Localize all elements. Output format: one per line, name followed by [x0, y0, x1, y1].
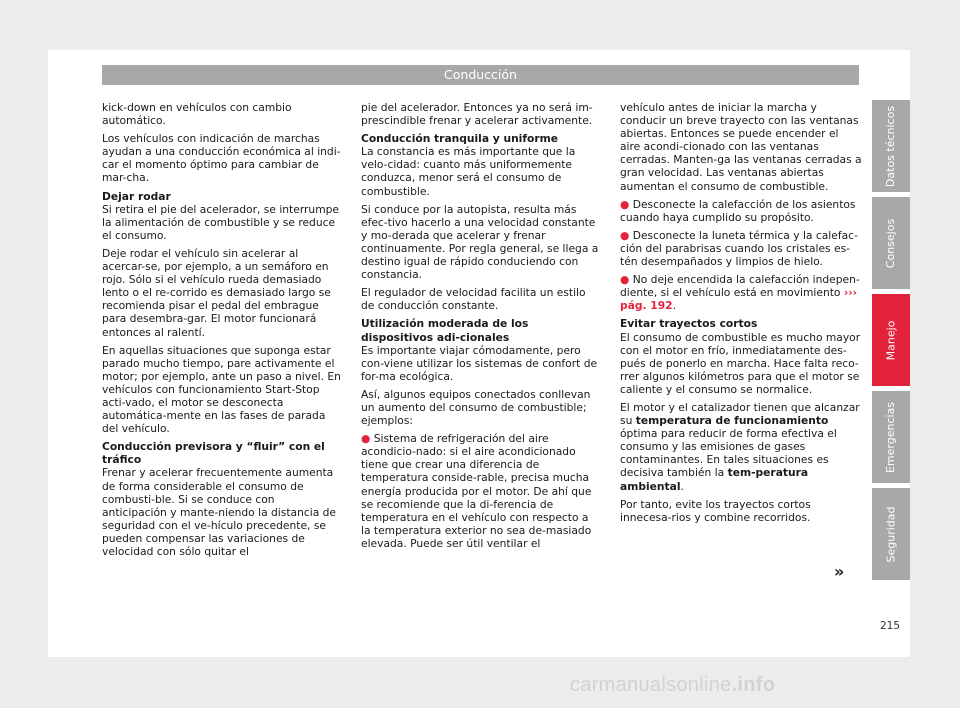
bold-term: tem-peratura ambiental [620, 466, 809, 493]
tab-label: Seguridad [884, 506, 898, 562]
bullet-icon: ● [620, 273, 633, 287]
tab-seguridad[interactable] [872, 488, 910, 580]
text-run: El motor y el catalizador tienen que alcanzar su [620, 400, 860, 428]
bullet-text: Desconecte la calefacción de los asientos cuando haya cumplido su propósito. [620, 197, 856, 224]
continue-arrow-icon: » [834, 562, 845, 581]
paragraph: Por tanto, evite los trayectos cortos innecesa-rios y combine recorridos. [620, 497, 811, 524]
tab-label: Emergencias [884, 401, 898, 473]
subheading: Conducción tranquila y uniforme [361, 132, 558, 146]
bullet-icon: ● [620, 197, 633, 211]
paragraph: El consumo de combustible es mucho mayor con el motor en frío, inmediatamente des-pués de ponerlo en marcha. Hace falta reco-rrer algunos kilómetros para que el motor se caliente y el consumo se normalice. [620, 330, 861, 396]
tab-manejo[interactable] [872, 294, 910, 386]
tab-emergencias[interactable] [872, 391, 910, 483]
bullet-item [620, 198, 862, 224]
paragraph: kick-down en vehículos con cambio automático. [102, 101, 292, 128]
paragraph: Frenar y acelerar frecuentemente aumenta de forma considerable el consumo de combusti-ble. Si se conduce con anticipación y mante-niendo la distancia de seguridad con el ve-hículo precedente, se pueden compensar las variaciones de velocidad con sólo quitar el [102, 466, 337, 558]
paragraph: En aquellas situaciones que suponga estar parado mucho tiempo, pare activamente el motor; por ejemplo, ante un paso a nivel. En vehículos con funcionamiento Start-Stop acti-vado, el motor se desconecta automática-mente en las fases de parada del vehículo. [102, 343, 341, 436]
paragraph: El regulador de velocidad facilita un estilo de conducción constante. [361, 286, 586, 313]
subheading: Conducción previsora y “fluir” con el tráfico [102, 440, 325, 467]
bullet-text: No deje encendida la calefacción indepen-diente, si el vehículo está en movimiento [620, 273, 860, 300]
page-number: 215 [880, 620, 901, 632]
bullet-item: ● No deje encendida la calefacción indepen-diente, si el vehículo está en movimiento ››› pág. 192. [620, 273, 860, 313]
watermark-text: carmanualsonline [570, 674, 732, 696]
bullet-text: Desconecte la luneta térmica y la calefac-ción del parabrisas cuando los cristales es-tén desempañados y limpios de hielo. [620, 228, 858, 269]
paragraph: Es importante viajar cómodamente, pero con-viene utilizar los sistemas de confort de for-ma ecológica. [361, 343, 598, 383]
bullet-item [620, 229, 862, 268]
paragraph: Si retira el pie del acelerador, se interrumpe la alimentación de combustible y se reduce el consumo. [102, 202, 339, 242]
bullet-icon: ● [361, 432, 374, 446]
page-reference-link[interactable]: ››› pág. 192 [620, 286, 858, 313]
tab-datos-tecnicos[interactable] [872, 100, 910, 192]
paragraph: Deje rodar el vehículo sin acelerar al acercar-se, por ejemplo, a un semáforo en rojo. Sólo si el vehículo rueda demasiado lento o el re-corrido es demasiado largo se recomienda pisar el pedal del embrague para desembra-gar. El motor funcionará entonces al ralentí. [102, 246, 331, 339]
tab-label: Datos técnicos [884, 105, 898, 187]
column-1 [102, 101, 342, 563]
subheading: Utilización moderada de los dispositivos adi-cionales [361, 317, 529, 344]
paragraph: Si conduce por la autopista, resulta más efec-tivo hacerlo a una velocidad constante y mo-derada que acelerar y frenar continuamente. Por regla general, se llega a destino igual de rápido conduciendo con constancia. [361, 202, 599, 282]
paragraph: pie del acelerador. Entonces ya no será im-prescindible frenar y acelerar activamente. [361, 101, 593, 128]
bullet-icon: ● [620, 228, 633, 242]
watermark [570, 674, 775, 697]
column-2 [361, 101, 601, 555]
bullet-item [361, 432, 601, 550]
text-run: óptima para reducir de forma efectiva el consumo y las emisiones de gases contaminantes. En tales situaciones es decisiva también la [620, 427, 837, 480]
section-header: Conducción [102, 65, 859, 85]
tab-consejos[interactable] [872, 197, 910, 289]
paragraph: vehículo antes de iniciar la marcha y conducir un breve trayecto con las ventanas abiertas. Entonces se puede encender el aire acondi-cionado con las ventanas cerradas. Manten-ga las ventanas cerradas a gran velocidad. Las ventanas abiertas aumentan el consumo de combustible. [620, 101, 862, 193]
tab-label: Manejo [884, 320, 898, 360]
paragraph: La constancia es más importante que la velo-cidad: cuanto más uniformemente conduzca, menor será el consumo de combustible. [361, 145, 576, 198]
subheading: Evitar trayectos cortos [620, 317, 758, 331]
paragraph: Así, algunos equipos conectados conllevan un aumento del consumo de combustible; ejemplos: [361, 387, 591, 428]
subheading: Dejar rodar [102, 189, 171, 203]
paragraph: El motor y el catalizador tienen que alcanzar su temperatura de funcionamiento óptima para reducir de forma efectiva el consumo y las emisiones de gases contaminantes. En tales situaciones es decisiva también la tem-peratura ambiental. [620, 400, 860, 493]
watermark-suffix: .info [731, 674, 776, 696]
paragraph: Los vehículos con indicación de marchas ayudan a una conducción económica al indi-car el momento óptimo para cambiar de mar-cha. [102, 132, 341, 185]
bullet-text: Sistema de refrigeración del aire acondicio-nado: si el aire acondicionado tiene que crear una diferencia de temperatura conside-rable, precisa mucha energía producida por el motor. De ahí que se recomiende que la di-ferencia de temperatura en el vehículo con respecto a la temperatura exterior no sea de-masiado elevada. Puede ser útil ventilar el [361, 432, 592, 550]
column-3 [620, 101, 862, 529]
bold-term: temperatura de funcionamiento [635, 414, 829, 428]
tab-label: Consejos [884, 218, 898, 268]
